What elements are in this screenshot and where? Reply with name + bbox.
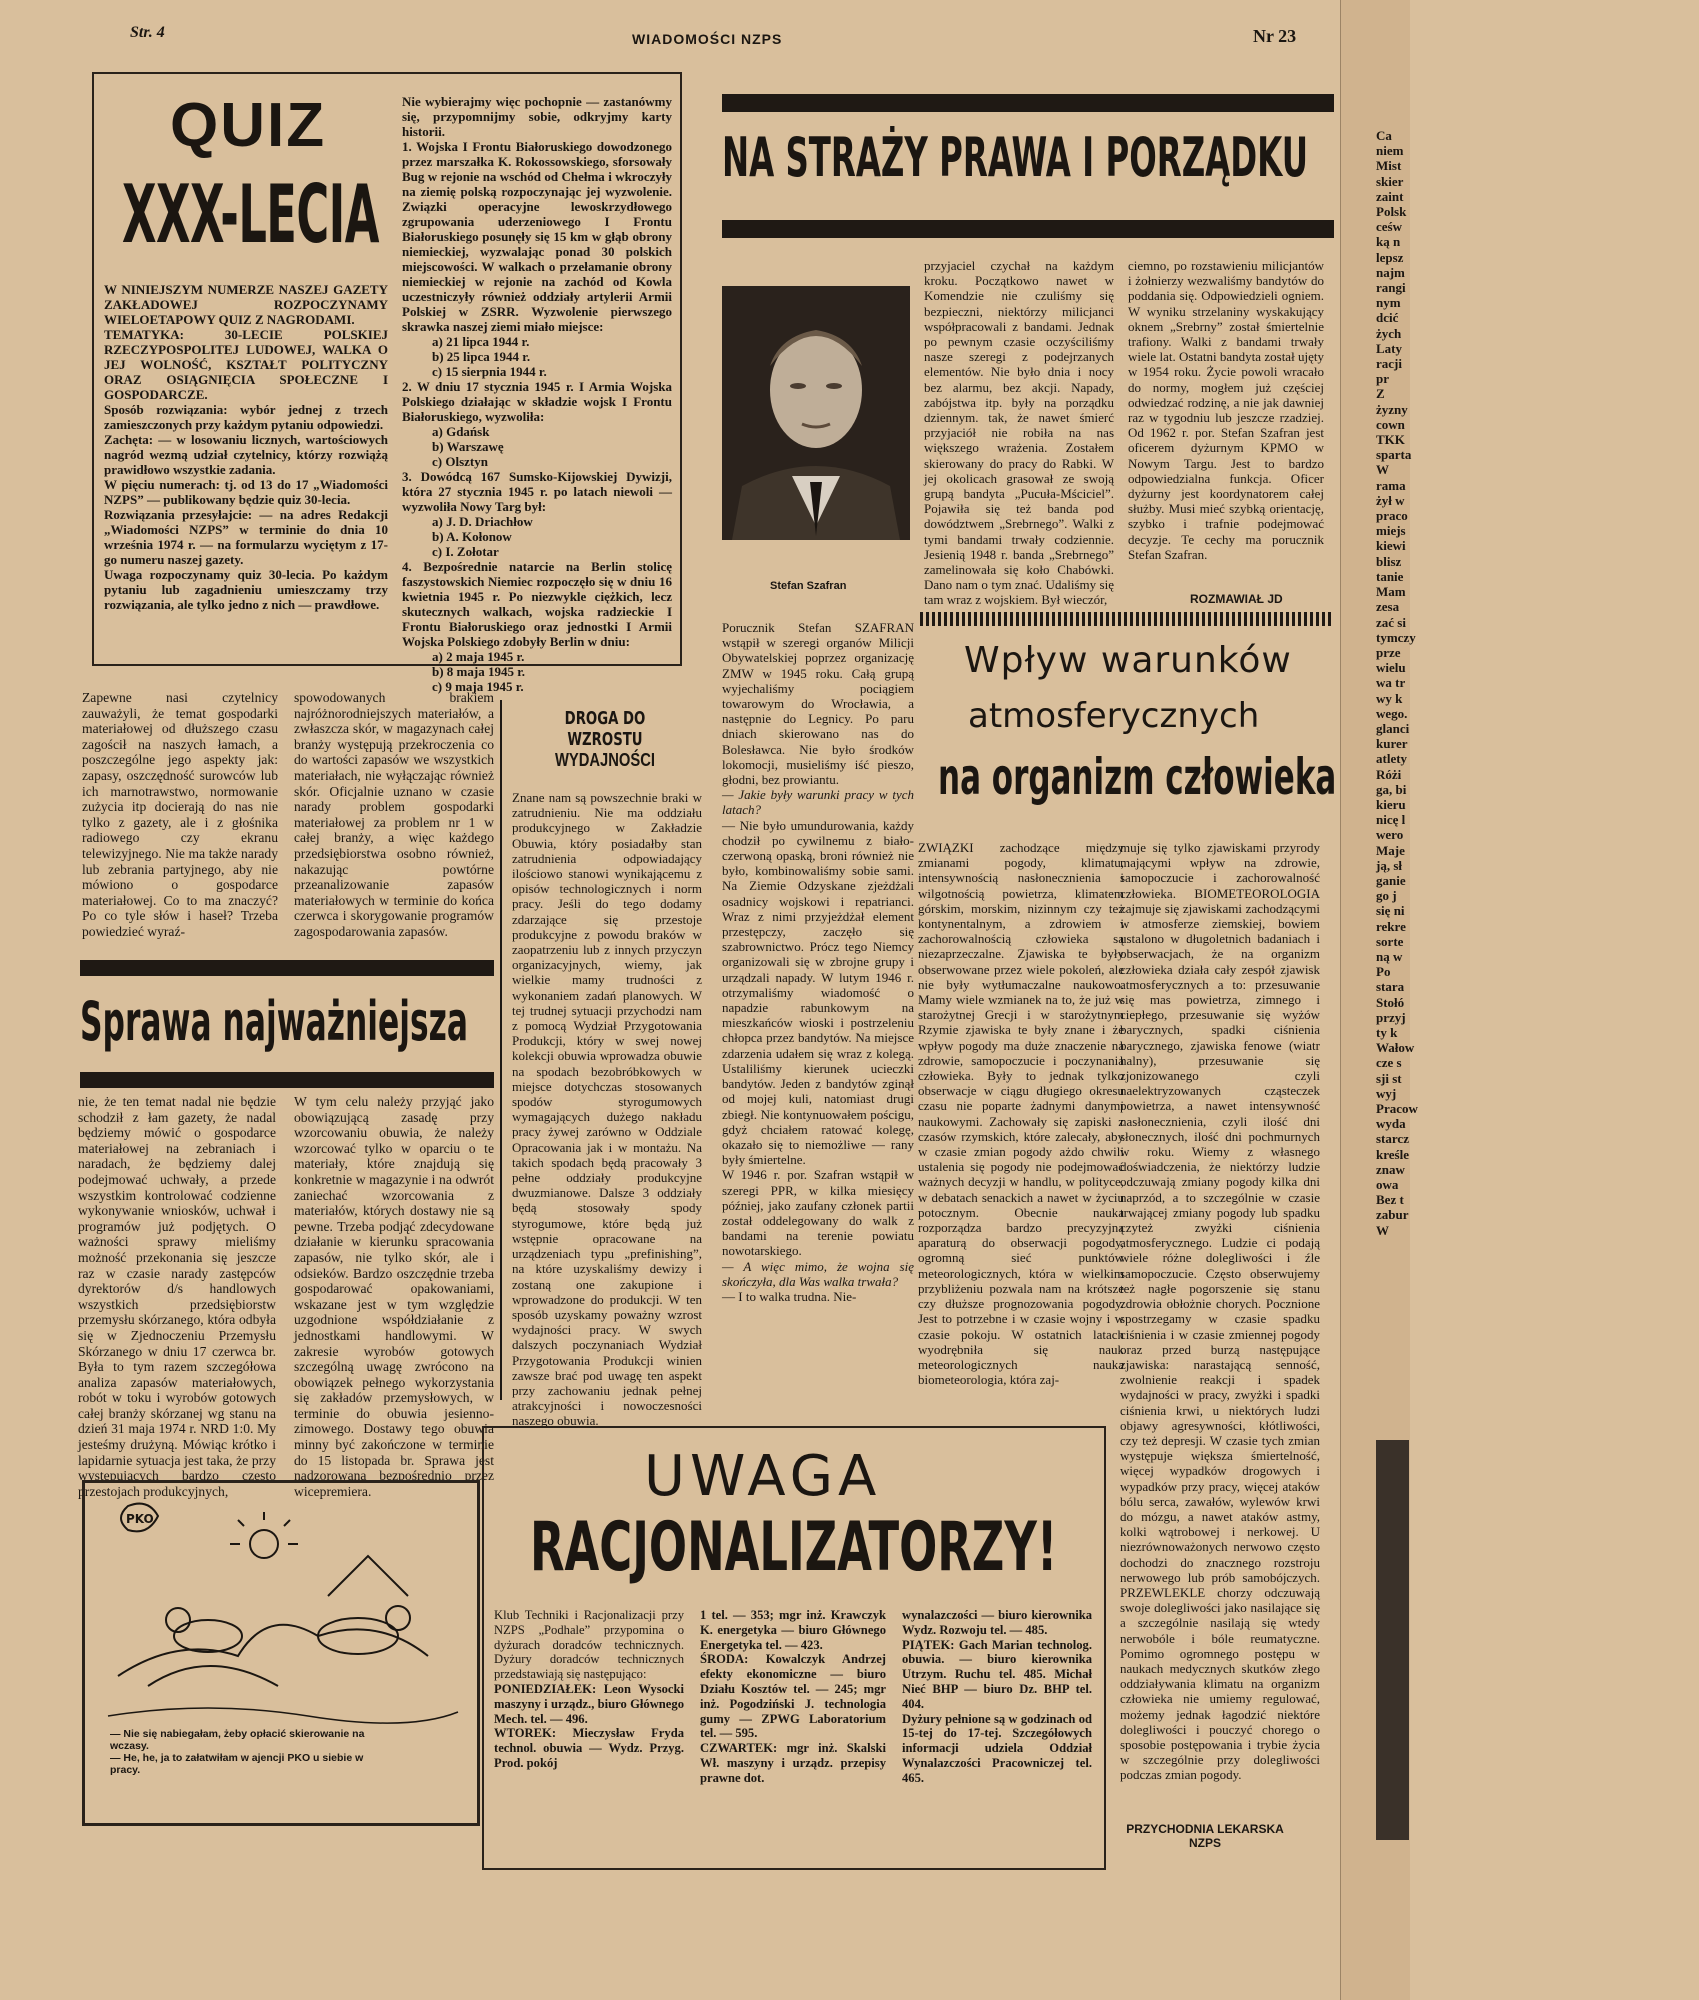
right-edge-line: Maje bbox=[1376, 842, 1405, 858]
right-edge-line: wego. bbox=[1376, 705, 1408, 721]
right-edge-line: prze bbox=[1376, 644, 1401, 660]
right-edge-line: Pracow bbox=[1376, 1101, 1418, 1116]
droga-headline-line1: DROGA DO WZROSTU bbox=[564, 708, 646, 750]
right-edge-line: ty k bbox=[1376, 1024, 1398, 1040]
right-edge-line: ga, bi bbox=[1376, 781, 1407, 797]
quiz-answer: a) Gdańsk bbox=[432, 424, 490, 439]
right-edge-line: sorte bbox=[1376, 933, 1404, 949]
right-edge-line: ceśw bbox=[1376, 219, 1402, 235]
right-edge-line: starcz bbox=[1376, 1131, 1409, 1147]
right-edge-line: TKK bbox=[1376, 432, 1405, 448]
wplyw-byline-line1: PRZYCHODNIA LEKARSKA bbox=[1126, 1822, 1284, 1836]
photo-caption: Stefan Szafran bbox=[770, 580, 847, 592]
right-edge-line: ką n bbox=[1376, 234, 1401, 250]
zapewne-column-1 bbox=[82, 690, 278, 956]
quiz-note: Uwaga rozpoczynamy quiz 30-lecia. Po każdym pytaniu lub zagadnieniu umieszczamy trzy rozwiązania, ale tylko jedno z nich — prawdłowe. bbox=[104, 567, 388, 612]
quiz-question-4: 4. Bezpośrednie natarcie na Berlin stolicę faszystowskich Niemiec rozpoczęło się w dniu 16 kwietnia 1945 r. Po niezwykle ciężkich, lecz skutecznych walkach, wojska radzieckie I Frontu Białoruskiego oraz jednostki I Armii Wojska Polskiego zdobyły Berlin w dniu: bbox=[402, 559, 672, 649]
right-edge-line: pr bbox=[1376, 371, 1389, 387]
uwaga-duty-tuesday-cont: 1 tel. — 353; mgr inż. Krawczyk K. energetyka — biuro Głównego Energetyka tel. — 423. bbox=[700, 1608, 886, 1652]
right-edge-line: cown bbox=[1376, 416, 1405, 432]
right-edge-line: glanci bbox=[1376, 720, 1410, 736]
straz-headline: NA STRAŻY PRAWA I PORZĄDKU bbox=[722, 126, 1309, 189]
quiz-right-column bbox=[402, 94, 672, 694]
straz-paragraph: ciemno, po rozstawieniu milicjantów i żołnierzy wezwaliśmy bandytów do poddania się. Odpowiedzieli ogniem. W wyniku strzelaniny wyskakujący oknem „Srebrny” został śmiertelnie trafiony. Walki z bandami trwały wiele lat. Ostatni bandyta został ujęty w 1954 roku. Życie powoli wracało do normy, mogłem już częściej odwiedzać rodzinę, a nie jak dawniej raz w tygodniu lub jeszcze rzadziej. Od 1962 r. por. Stefan Szafran jest oficerem dyżurnym KPMO w Nowym Targu. Jest to bardzo odpowiedzialna funkcja. Oficer dyżurny jest koordynatorem całej służby. Musi mieć szybką orientację, szybko i trafnie podejmować decyzje. Te cechy ma porucznik Stefan Szafran. bbox=[1128, 258, 1324, 562]
quiz-answer: b) A. Kołonow bbox=[432, 529, 512, 544]
straz-headline-wrap bbox=[722, 126, 1334, 196]
right-edge-line: racji bbox=[1376, 356, 1402, 372]
straz-byline: ROZMAWIAŁ JD bbox=[1190, 592, 1283, 606]
right-edge-line: atlety bbox=[1376, 751, 1408, 767]
straz-question: — Jakie były warunki pracy w tych latach? bbox=[722, 787, 914, 818]
right-edge-line: Bez t bbox=[1376, 1192, 1404, 1208]
sprawa-bottom-rule bbox=[80, 1072, 494, 1088]
right-edge-line: żych bbox=[1376, 325, 1402, 341]
right-edge-line: zaint bbox=[1376, 188, 1404, 204]
right-edge-line: sji st bbox=[1376, 1070, 1402, 1086]
pko-caption-1: — Nie się nabiegałam, żeby opłacić skierowanie na wczasy. bbox=[110, 1728, 365, 1752]
uwaga-column-2 bbox=[700, 1608, 886, 1858]
sprawa-column-1 bbox=[78, 1094, 276, 1499]
right-edge-image bbox=[1376, 1440, 1409, 1840]
quiz-answer: b) 8 maja 1945 r. bbox=[432, 664, 526, 679]
szafran-photo bbox=[722, 286, 910, 540]
right-edge-line: Polsk bbox=[1376, 204, 1407, 220]
uwaga-duty-wednesday: ŚRODA: Kowalczyk Andrzej efekty ekonomiczne — biuro Działu Kosztów tel. — 245; mgr inż. Pogodziński J. technologia gumy — ZPWG Laboratorium tel. — 595. bbox=[700, 1652, 886, 1741]
right-edge-line: Po bbox=[1376, 964, 1391, 980]
right-edge-line: najm bbox=[1376, 264, 1405, 280]
quiz-title-xxx bbox=[122, 168, 382, 261]
straz-column-3 bbox=[1128, 258, 1324, 578]
straz-paragraph: Porucznik Stefan SZAFRAN wstąpił w szeregi organów Milicji Obywatelskiej poprzez organizację ZMW w 1945 roku. Całą grupą wyjechaliśmy pociągiem towarowym do Wrocławia, a następnie do Legnicy. Po paru dniach skierowano nas do Bolesławca. Nie było środków lokomocji, musieliśmy iść pieszo, głodni, bez prowiantu. bbox=[722, 620, 914, 788]
straz-bottom-rule bbox=[722, 220, 1334, 238]
uwaga-headline-2: RACJONALIZATORZY! bbox=[530, 1508, 1058, 1587]
wplyw-column-1 bbox=[918, 840, 1124, 1420]
droga-headline-wrap bbox=[508, 708, 702, 768]
right-edge-line: wero bbox=[1376, 827, 1404, 843]
right-edge-line: rekre bbox=[1376, 918, 1406, 934]
right-edge-line: nym bbox=[1376, 295, 1401, 311]
right-edge-line: miejs bbox=[1376, 523, 1406, 539]
quiz-submit: Rozwiązania przesyłajcie: — na adres Redakcji „Wiadomości NZPS” w terminie do dnia 10 września 1974 r. — na formularzu wyciętym z 17-go numeru naszej gazety. bbox=[104, 507, 388, 567]
right-edge-line: tymczy bbox=[1376, 629, 1416, 645]
right-edge-line: go j bbox=[1376, 888, 1397, 904]
quiz-question-intro: Nie wybierajmy więc pochopnie — zastanówmy się, przypomnijmy sobie, odkryjmy karty historii. bbox=[402, 94, 672, 139]
quiz-intro: W NINIEJSZYM NUMERZE NASZEJ GAZETY ZAKŁADOWEJ ROZPOCZYNAMY WIELOETAPOWY QUIZ Z NAGRODAMI. bbox=[104, 282, 388, 327]
right-edge-line: owa bbox=[1376, 1177, 1399, 1193]
zapewne-text: Zapewne nasi czytelnicy zauważyli, że temat gospodarki materiałowej od dłuższego czasu zagościł na naszych łamach, a poszczególne jego aspekty jak: zapasy, oszczędność surowców lub ich marnotrawstwo, normowanie zużycia itp docierają do nas nie tylko z gazety, ale i z głośnika radiowego czy ekranu telewizyjnego. Nie ma także narady lub zebrania partyjnego, aby nie mówiono o gospodarce materiałowej. Co to ma znaczyć? Po co tyle słów i haseł? Trzeba powiedzieć wyraź- bbox=[82, 690, 278, 939]
right-edge-line: wy k bbox=[1376, 690, 1403, 706]
right-edge-line: blisz bbox=[1376, 553, 1402, 569]
right-edge-line: W bbox=[1376, 462, 1389, 478]
right-edge-line: stara bbox=[1376, 979, 1405, 995]
uwaga-headline-2-wrap bbox=[530, 1508, 1070, 1592]
sprawa-headline-wrap bbox=[80, 990, 500, 1060]
straz-question: — A więc mimo, że wojna się skończyła, dla Was walka trwała? bbox=[722, 1258, 914, 1289]
wplyw-byline-line2: NZPS bbox=[1188, 1836, 1221, 1850]
sprawa-text: nie, że ten temat nadal nie będzie schodził z łam gazety, że nadal będziemy mówić o gospodarce materiałowej na zebraniach i naradach, że będziemy dalej podejmować uchwały, a przede wszystkim kontrolować codzienne wykonywanie wniosków, uchwał i programów już podjętych. O ważności sprawy mieliśmy możność przekonania się jeszcze raz w czasie narady zastępców dyrektorów d/s handlowych wszystkich przedsiębiorstw przemysłu skórzanego, która odbyła się w Zjednoczeniu Przemysłu Skórzanego w dniu 17 czerwca br. Była to tym razem szczegółowa analiza zapasów materiałowych, robót w toku i wyrobów gotowych całej branży skórzanej wg stanu na dzień 31 maja 1974 r. NRD 1:0. My jesteśmy drużyną. Mówiąc krótko i lapidarnie sytuacja jest taka, że przy występujących bardzo często przestojach produkcyjnych, bbox=[78, 1094, 276, 1499]
uwaga-duty-tuesday: WTOREK: Mieczysław Fryda technol. obuwia — Wydz. Przyg. Prod. pokój bbox=[494, 1726, 684, 1770]
right-edge-line: Laty bbox=[1376, 340, 1402, 356]
right-edge-line: Różi bbox=[1376, 766, 1402, 782]
quiz-method: Sposób rozwiązania: wybór jednej z trzech zamieszczonych przy każdym pytaniu odpowiedzi. bbox=[104, 402, 388, 432]
quiz-issues: W pięciu numerach: tj. od 13 do 17 „Wiadomości NZPS” — publikowany będzie quiz 30-lecia. bbox=[104, 477, 388, 507]
quiz-incentive: Zachęta: — w losowaniu licznych, wartościowych nagród wezmą udział czytelnicy, którzy rozwiążą prawidłowo wszystkie zadania. bbox=[104, 432, 388, 477]
right-edge-line: Mist bbox=[1376, 158, 1402, 174]
right-edge-line: zabur bbox=[1376, 1207, 1409, 1223]
straz-paragraph: przyjaciel czychał na każdym kroku. Początkowo nawet w Komendzie nie czuliśmy się bezpieczni, niektórzy milicjanci współpracowali z bandami. Jednak po pewnym czasie oczyściliśmy nasze szeregi z podejrzanych elementów. Nie było dnia i nocy bez alarmu, bez akcji. Napady, zabójstwa itp. były na porządku dziennym. tak, że nawet śmierć przyjaciół nie robiła na nas większego wrażenia. Zostałem skierowany do pracy do Rabki. W jej okolicach grasował ze swoją grupą bandyta „Pucuła-Mściciel”. Pojawiła się też banda pod dowództwem „Srebrnego”. Walki z tymi bandami trwały codziennie. Jesienią 1948 r. banda „Srebrnego” zamelinowała się koło Chabówki. Dano nam o tym znać. Udaliśmy się tam wraz z wojskiem. Był wieczór, bbox=[924, 258, 1114, 608]
right-edge-line: rama bbox=[1376, 477, 1406, 493]
pko-caption bbox=[110, 1728, 380, 1776]
right-edge-line: Stołó bbox=[1376, 994, 1405, 1010]
masthead: WIADOMOŚCI NZPS bbox=[632, 31, 783, 47]
quiz-question-3: 3. Dowódcą 167 Sumsko-Kijowskiej Dywizji, która 27 stycznia 1945 r. po latach niewoli — wyzwoliła Nowy Targ był: bbox=[402, 469, 672, 514]
wplyw-headline-3-wrap bbox=[938, 748, 1338, 812]
right-edge-line: znaw bbox=[1376, 1161, 1405, 1177]
uwaga-hours: Dyżury pełnione są w godzinach od 15-tej do 17-tej. Szczegółowych informacji udziela Oddział Wynalazczości Pracowniczej tel. 465. bbox=[902, 1711, 1092, 1785]
right-edge-line: kurer bbox=[1376, 736, 1408, 752]
quiz-question-1: 1. Wojska I Frontu Białoruskiego dowodzonego przez marszałka K. Rokossowskiego, sforsowały Bug w rejonie na wschód od Chełma i wkroczyły na ziemię polską rozpoczynając jej wyzwolenie. Związki operacyjne lewoskrzydłowego zgrupowania uderzeniowego I Frontu Białoruskiego posunęły się 15 km w głąb obrony niemieckiej, wyzwalając ponad 30 polskich miejscowości. W walkach o przełamanie obrony niemieckiej w rejonie na zachód od Kowla uczestniczyły również oddziały artylerii Armii Polskiej w ZSRR. Wyzwolenie pierwszego skrawka naszej ziemi miało miejsce: bbox=[402, 139, 672, 334]
quiz-answer: c) Olsztyn bbox=[432, 454, 488, 469]
right-edge-line: zać si bbox=[1376, 614, 1406, 630]
right-edge-line: przyj bbox=[1376, 1009, 1406, 1025]
wplyw-text: muje się tylko zjawiskami przyrody mającymi wpływ na zdrowie, samopoczucie i zachorowalność człowieka. BIOMETEOROLOGIA zajmuje się zjawiskami zachodzącymi w atmosferze ziemskiej, bowiem ustalono w długoletnich badaniach i obserwacjach, że na organizm człowieka działa cały zespół zjawisk atmosferycznych a to: przesuwanie się mas powietrza, zimnego i ciepłego, przesuwanie się wyżów barycznych, spadki ciśnienia barycznego, zjawiska fenowe (wiatr halny), przesuwanie się zjonizowanego czyli naelektryzowanych cząsteczek powietrza, a nawet intensywność nasłonecznienia, czyli ilość dni słonecznych, ilość dni pochmurnych w roku. Wiemy z własnego doświadczenia, że niektórzy ludzie odczuwają zmiany pogody kilka dni naprzód, a to szczególnie w czasie trwającej zmiany pogody lub spadku czyteż zwyżki ciśnienia atmosferycznego. Ludzie ci podają wiele różne dolegliwości i źle samopoczucie. Często obserwujemy też nagłe pogorszenie się stanu zdrowia obłożnie chorych. Pocznione spostrzegamy w czasie spadku ciśnienia i w czasie zmiennej pogody oraz przed burzą następujące zjawiska: narastającą senność, zwolnienie reakcji i spadek wydajności w pracy, zwyżki i spadki ciśnienia krwi, u niektórych ludzi objawy agresywności, kłótliwości, czy też depresji. W czasie tych zmian występuje większa śmiertelność, więcej wypadków drogowych i wypadków przy pracy, więcej ataków bólu serca, zawałów, wylewów krwi do mózgu, a nawet ataków astmy, kolki wątrobowej i nerkowej. U niezrównoważonych nerwowo często dochodzi do znacznego rozstroju nerwowego lub prób samobójczych. PRZEWLEKLE chorzy odczuwają swoje dolegliwości jako nasilające się a szczególnie nasilają się wtedy nerwobóle i bóle reumatyczne. Pomimo ogromnego postępu w naukach medycznych skutków złego oddziaływania klimatu na organizm człowieka nie umiemy regulować, możemy jednak łagodzić niektóre dolegliwości i pouczyć chorego o sposobie postępowania i trybie życia w szczególnie przy dolegliwości podczas zmian pogody. bbox=[1120, 840, 1320, 1783]
sprawa-top-rule bbox=[80, 960, 494, 976]
wplyw-text: ZWIĄZKI zachodzące między zmianami pogody, klimatu, intensywnością nasłonecznienia i wilgotnością powietrza, klimatem górskim, morskim, nizinnym czy też kontynentalnym, a zdrowiem i zachorowalnością człowieka są niezaprzeczalne. Zjawiska te były obserwowane przez wiele pokoleń, ale nie były wytłumaczalne naukowo. Mamy wiele wzmianek na to, że już w starożytnej Grecji i w starożytnym Rzymie zjawiska te były znane i że wpływ pogody ma duże znaczenie na zdrowie, samopoczucie i poczynania człowieka. Były to jednak tylko obserwacje w ciągu długiego okresu czasu nie poparte żadnymi danymi naukowymi. Zachowały się zapiski z czasów rzymskich, które zalecały, aby w czasie zmian pogody ażdo chwili ustalenia się pogody nie podejmować ważnych decyzji w handlu, w polityce, w debatach senackich a nawet w życiu potocznym. Obecnie nauka rozporządza bardzo precyzyjną aparaturą do obserwacji pogody, ogromną sieć punktów meteorologicznych, która w wielkim przybliżeniu pozwala nam na krótsze czy dłuższe prognozowania pogody. Jest to potrzebne i w czasie wojny i w czasie pokoju. W ostatnich latach wyodrębniła się nauk meteorologicznych nauka biometeorologia, która zaj- bbox=[918, 840, 1124, 1388]
right-edge-line: Z bbox=[1376, 386, 1385, 402]
pko-illustration bbox=[88, 1486, 472, 1732]
pko-caption-2: — He, he, ja to załatwiłam w ajencji PKO u siebie w pracy. bbox=[110, 1752, 364, 1776]
straz-paragraph: — I to walka trudna. Nie- bbox=[722, 1288, 857, 1304]
droga-side-rule-left bbox=[500, 700, 502, 1400]
sprawa-text: W tym celu należy przyjąć jako obowiązującą zasadę przy wzorcowaniu obuwia, że należy wzorcować tylko w oparciu o te materiały, które znajdują się konkretnie w magazynie i na odwrót zaniechać wzorcowania z materiałów, których dostawy nie są pewne. Trzeba podjąć zdecydowane działanie w kierunku spracowania zapasów, nie tylko skór, ale i odsieków. Bardzo oszczędnie trzeba gospodarować opakowaniami, wskazane jest w tym względzie uzgodnione współdziałanie z jednostkami handlowymi. W zakresie wyrobów gotowych szczególną uwagę zwrócono na obowiązek pełnego wykorzystania się zakładów przemysłowych, w terminie do obuwia jesienno-zimowego. Dostawy tego obuwia minny być zakończone w terminie do 15 listopada br. Sprawa jest nadzorowana bezpośrednio przez wicepremiera. bbox=[294, 1094, 494, 1499]
zapewne-text: spowodowanych brakiem najróżnorodniejszych materiałów, a zwłaszcza skór, w magazynach całej branży występują przekroczenia co do wartości zapasów we wszystkich materiałach, nie wyłączając również skór. Oficjalnie uznano w czasie narady problem gospodarki materiałowej za problem nr 1 w całej branży, a więc każdego przedsiębiorstwa osobno również, nakazując powtórne przeanalizowanie zapasów materiałowych w terminie do końca czerwca i skorygowanie programów zagospodarowania zapasów. bbox=[294, 690, 494, 939]
uwaga-duty-thursday: CZWARTEK: mgr inż. Skalski Wł. maszyny i urządz. przepisy prawne dot. bbox=[700, 1741, 886, 1785]
sprawa-column-2 bbox=[294, 1094, 494, 1499]
wplyw-headline-3: na organizm człowieka bbox=[938, 748, 1337, 806]
right-edge-line: rangi bbox=[1376, 280, 1406, 296]
beach-scene-image bbox=[88, 1486, 472, 1732]
zapewne-column-2 bbox=[294, 690, 494, 940]
sprawa-headline: Sprawa najważniejsza bbox=[80, 990, 469, 1053]
right-edge-line: zesa bbox=[1376, 599, 1400, 615]
right-edge-line: praco bbox=[1376, 508, 1408, 524]
wplyw-headline-1: Wpływ warunków bbox=[964, 640, 1292, 681]
right-edge-line: kieru bbox=[1376, 796, 1406, 812]
quiz-question-2: 2. W dniu 17 stycznia 1945 r. I Armia Wojska Polskiego działając w składzie wojsk I Frontu Białoruskiego, wyzwoliła: bbox=[402, 379, 672, 424]
straz-top-rule bbox=[722, 94, 1334, 112]
uwaga-duty-monday: PONIEDZIAŁEK: Leon Wysocki maszyny i urządz., biuro Głównego Mech. tel. — 496. bbox=[494, 1681, 684, 1726]
right-edge-line: wyda bbox=[1376, 1116, 1406, 1132]
droga-text: Znane nam są powszechnie braki w zatrudnieniu. Nie ma oddziału produkcyjnego w Zakładzie Obuwia, który posiadałby stan zatrudnienia odpowiadający ilościowo stanowi wynikającemu z opisów technologicznych i norm pracy. Jeśli do tego dodamy zdarzające się przestoje produkcyjne z powodu braków w zaopatrzeniu lub z innych przyczyn organizacyjnych, wiemy, jak wielkie mamy trudności z wykonaniem zadań planowych. W tej trudnej sytuacji przychodzi nam z pomocą Wydział Przygotowania Produkcji, który w swej nowej kolekcji obuwia wprowadza obuwie na spodach bezobróbkowych w miejsce dotychczas stosowanych spodów styrogumowych wymagających dużego nakładu pracy żywej zarówno w Oddziale Opracowania jak i w montażu. Na takich spodach będą pracowały 3 pełne oddziały produkcyjne dwuzmianowe. Dalsze 3 oddziały będą stosowały spody styrogumowe, które będą już wstępnie opracowane na urządzeniach typu „prefinishing”, na które uzyskaliśmy dewizy i zostaną one zakupione i wprowadzone do produkcji. W ten sposób uzyskamy poważny wzrost wydajności pracy. W swych dalszych poczynaniach Wydział Przygotowania Produkcji winien zawsze brać pod uwagę ten aspekt przy zachowaniu jednak pełnej atrakcyjności i nowoczesności naszego obuwia. bbox=[512, 790, 702, 1429]
wplyw-headline-2: atmosferycznych bbox=[968, 696, 1260, 736]
quiz-topic: TEMATYKA: 30-LECIE POLSKIEJ RZECZYPOSPOLITEJ LUDOWEJ, WALKA O JEJ WOLNOŚĆ, KSZTAŁT POLITYCZNY ORAZ OSIĄGNIĘCIA SPOŁECZNE I GOSPODARCZE. bbox=[104, 327, 388, 402]
quiz-answer: a) 2 maja 1945 r. bbox=[432, 649, 525, 664]
right-edge-line: lepsz bbox=[1376, 249, 1404, 265]
right-edge-line: wyj bbox=[1376, 1085, 1397, 1101]
wplyw-top-rule bbox=[920, 612, 1334, 626]
page-label: Str. 4 bbox=[130, 24, 165, 41]
right-edge-line: Wałow bbox=[1376, 1040, 1415, 1056]
uwaga-column-3 bbox=[902, 1608, 1092, 1858]
right-edge-line: cze s bbox=[1376, 1055, 1402, 1071]
right-edge-line: kiewi bbox=[1376, 538, 1406, 554]
straz-paragraph: — Nie było umundurowania, każdy chodził po cywilnemu z biało-czerwoną opaską, broni również nie było, kombinowaliśmy sobie sami. Na Ziemie Odzyskane zjeżdżali osadnicy wojskowi i repatrianci. Wraz z nimi przyjeżdżał element przestępczy, zaczęło się szabrownictwo. Prócz tego Niemcy organizowali się w zbrojne grupy i urządzali napady. W lutym 1946 r. otrzymaliśmy wiadomość o napadzie rabunkowym na mieszkańców wioski i postrzeleniu chłopca przez bandytów. Na miejsce zdarzenia udałem się wraz z kolegą. Ustaliliśmy kierunek ucieczki bandytów. Jeden z bandytów zginął od mojej kuli, natomiast drugi zbiegł. Nie kontynuowałem pościgu, gdyż chciałem ratować kolegę, okazało się to niemożliwe — rany były śmiertelne. bbox=[722, 817, 914, 1168]
right-edge-line: Mam bbox=[1376, 584, 1406, 600]
uwaga-duty-friday: PIĄTEK: Gach Marian technolog. obuwia. — biuro kierownika Utrzym. Ruchu tel. 485. Michał Nieć BHP — biuro Dz. BHP tel. 404. bbox=[902, 1637, 1092, 1711]
quiz-answer: c) I. Zołotar bbox=[432, 544, 499, 559]
quiz-left-column bbox=[104, 282, 388, 656]
right-edge-line: żyzny bbox=[1376, 401, 1408, 417]
droga-headline-line2: WYDAJNOŚCI bbox=[554, 750, 656, 770]
quiz-answer: b) 25 lipca 1944 r. bbox=[432, 349, 531, 364]
quiz-answer: b) Warszawę bbox=[432, 439, 504, 454]
right-edge-line: nicę l bbox=[1376, 812, 1406, 828]
right-edge-line: wielu bbox=[1376, 660, 1406, 676]
portrait-image bbox=[722, 286, 910, 540]
right-edge-line: się ni bbox=[1376, 903, 1405, 919]
right-edge-line: niem bbox=[1376, 143, 1404, 159]
right-edge-line: ją, sł bbox=[1376, 857, 1402, 873]
uwaga-headline-1: UWAGA bbox=[644, 1444, 882, 1509]
wplyw-column-2 bbox=[1120, 840, 1320, 1864]
quiz-answer: a) 21 lipca 1944 r. bbox=[432, 334, 530, 349]
quiz-answer: a) J. D. Driachłow bbox=[432, 514, 533, 529]
right-edge-line: żył w bbox=[1376, 492, 1405, 508]
uwaga-duty-thursday-cont: wynalazczości — biuro kierownika Wydz. Rozwoju tel. — 485. bbox=[902, 1608, 1092, 1637]
straz-paragraph: W 1946 r. por. Szafran wstąpił w szeregi PPR, w kilka miesięcy później, jako zaufany członek partii został oddelegowany do walk z bandami na terenie powiatu nowotarskiego. bbox=[722, 1167, 914, 1259]
right-edge-line: kreśle bbox=[1376, 1146, 1409, 1162]
wplyw-byline bbox=[1100, 1822, 1310, 1850]
right-edge-line: skier bbox=[1376, 173, 1404, 189]
right-edge-line: wa tr bbox=[1376, 675, 1406, 691]
right-edge-line: W bbox=[1376, 1222, 1389, 1238]
uwaga-column-1 bbox=[494, 1608, 684, 1858]
quiz-title-line2: XXX-LECIA bbox=[122, 168, 379, 261]
quiz-answer: c) 15 sierpnia 1944 r. bbox=[432, 364, 547, 379]
right-edge-line: ną w bbox=[1376, 948, 1403, 964]
quiz-title: QUIZ bbox=[170, 91, 327, 160]
right-edge-line: tanie bbox=[1376, 568, 1404, 584]
right-edge-line: sparta bbox=[1376, 447, 1412, 463]
straz-column-2 bbox=[924, 258, 1114, 608]
straz-column-1 bbox=[722, 620, 914, 1410]
right-edge-line: dcić bbox=[1376, 310, 1399, 326]
droga-body bbox=[512, 790, 702, 1450]
right-edge-line: ganie bbox=[1376, 872, 1406, 888]
right-edge-line: Ca bbox=[1376, 128, 1392, 143]
pko-logo: PKO bbox=[126, 1512, 154, 1526]
uwaga-text: Klub Techniki i Racjonalizacji przy NZPS „Podhale” przypomina o dyżurach doradców technicznych. Dyżury doradców technicznych przedstawiają się następująco: bbox=[494, 1608, 684, 1682]
quiz-answer: c) 9 maja 1945 r. bbox=[432, 679, 524, 694]
issue-label: Nr 23 bbox=[1253, 26, 1297, 46]
